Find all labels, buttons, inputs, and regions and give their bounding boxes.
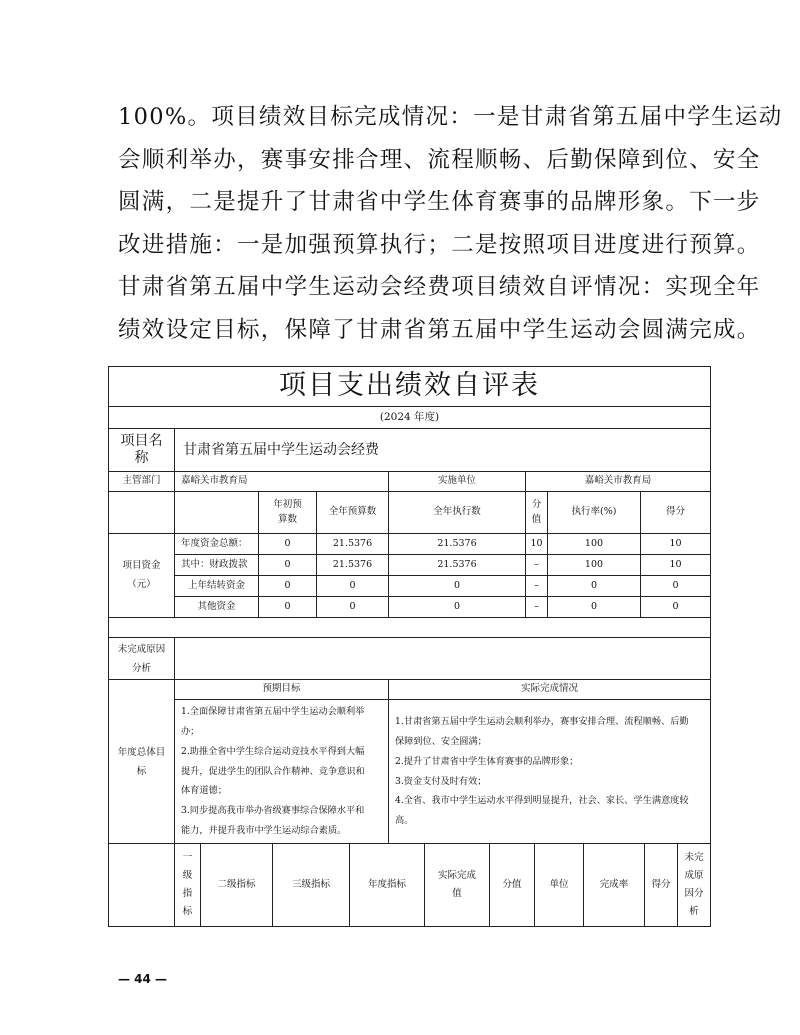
fund-cell: 0 <box>259 597 317 618</box>
project-name-value: 甘肃省第五届中学生运动会经费 <box>175 429 710 472</box>
fund-cell: 10 <box>641 534 710 555</box>
list-item: 1.全面保障甘肃省第五届中学生运动会顺利举 <box>181 706 365 718</box>
fund-cell: 21.5376 <box>317 534 389 555</box>
paragraph-line: 100%。项目绩效目标完成情况：一是甘肃省第五届中学生运动 <box>118 104 783 130</box>
list-item: 办； <box>181 726 200 738</box>
fund-cell: – <box>526 576 548 597</box>
annual-goal-label: 年度总体目标 <box>109 680 175 844</box>
col-indicator-score: 得分 <box>645 844 678 926</box>
impl-label: 实施单位 <box>389 472 526 492</box>
list-item: 提升，促进学生的团队合作精神、竞争意识和 <box>181 765 365 777</box>
fund-cell: 0 <box>389 597 526 618</box>
actual-result-list <box>389 700 710 844</box>
col-annual-indicator: 年度指标 <box>350 844 425 926</box>
fund-cell: 0 <box>317 576 389 597</box>
page-number: — 44 — <box>118 972 168 986</box>
performance-table <box>108 366 711 927</box>
col-exec-rate: 执行率(%) <box>548 492 641 534</box>
list-item: 3.同步提高我市举办省级赛事综合保障水平和 <box>181 805 365 817</box>
list-item: 高。 <box>395 815 414 827</box>
fund-cell: – <box>526 597 548 618</box>
list-item: 2.助推全省中学生综合运动竞技水平得到大幅 <box>181 745 365 757</box>
list-item: 4.全省、我市中学生运动水平得到明显提升，社会、家长、学生满意度较 <box>395 795 689 807</box>
list-item: 3.资金支付及时有效； <box>395 775 487 787</box>
dept-value: 嘉峪关市教育局 <box>175 472 389 492</box>
paragraph-line: 绩效设定目标，保障了甘肃省第五届中学生运动会圆满完成。 <box>118 316 761 343</box>
unfinished-reason-label: 未完成原因分析 <box>109 638 175 680</box>
impl-value: 嘉峪关市教育局 <box>526 472 710 492</box>
col-annual-budget: 全年预算数 <box>317 492 389 534</box>
fund-row-label: 其他资金 <box>175 597 259 618</box>
col-level3: 三级指标 <box>273 844 350 926</box>
paragraph-line: 会顺利举办，赛事安排合理、流程顺畅、后勤保障到位、安全 <box>118 146 761 173</box>
actual-result-header: 实际完成情况 <box>389 680 710 700</box>
body-paragraph <box>118 96 783 352</box>
fund-cell: 10 <box>641 555 710 576</box>
fund-cell: 100 <box>548 555 641 576</box>
fund-cell: 21.5376 <box>389 534 526 555</box>
project-name-label: 项目名称 <box>109 429 175 472</box>
fund-cell: 10 <box>526 534 548 555</box>
list-item: 体育道德； <box>181 785 227 797</box>
fund-cell: 0 <box>259 555 317 576</box>
fund-cell: 21.5376 <box>389 555 526 576</box>
list-item: 保障到位、安全圆满； <box>395 735 487 747</box>
dept-label: 主管部门 <box>109 472 175 492</box>
col-level1: 一级指标 <box>175 844 201 926</box>
fund-row-label: 年度资金总额： <box>175 534 259 555</box>
fund-header-blank <box>175 492 259 534</box>
col-level2: 二级指标 <box>201 844 273 926</box>
col-score-weight: 分值 <box>526 492 548 534</box>
col-score: 得分 <box>641 492 710 534</box>
table-title: 项目支出绩效自评表 <box>109 367 710 407</box>
col-reason: 未完成原因分析 <box>684 851 704 918</box>
list-item: 能力，并提升我市中学生运动综合素质。 <box>181 824 347 836</box>
fund-cell: 0 <box>548 576 641 597</box>
fund-cell: 0 <box>641 597 710 618</box>
col-weight: 分值 <box>490 844 535 926</box>
col-executed: 全年执行数 <box>389 492 526 534</box>
fund-cell: 100 <box>548 534 641 555</box>
indicator-blank <box>109 844 175 926</box>
expected-goal-list <box>175 700 389 844</box>
unfinished-reason-value <box>175 638 710 680</box>
fund-label: 项目资金（元） <box>109 534 175 618</box>
fund-cell: 0 <box>317 597 389 618</box>
fund-cell: 21.5376 <box>317 555 389 576</box>
col-unit: 单位 <box>535 844 584 926</box>
list-item: 1.甘肃省第五届中学生运动会顺利举办，赛事安排合理、流程顺畅、后勤 <box>395 716 689 728</box>
fund-cell: 0 <box>548 597 641 618</box>
expected-goal-header: 预期目标 <box>175 680 389 700</box>
paragraph-line: 甘肃省第五届中学生运动会经费项目绩效自评情况：实现全年 <box>118 274 761 301</box>
fund-row-label: 上年结转资金 <box>175 576 259 597</box>
fund-cell: – <box>526 555 548 576</box>
fund-header-blank <box>109 492 175 534</box>
paragraph-line: 改进措施：一是加强预算执行；二是按照项目进度进行预算。 <box>118 231 761 258</box>
table-year: (2024 年度) <box>109 407 710 429</box>
col-initial-budget: 年初预算数 <box>259 492 317 534</box>
col-completion-rate: 完成率 <box>584 844 645 926</box>
fund-cell: 0 <box>259 534 317 555</box>
fund-cell: 0 <box>641 576 710 597</box>
paragraph-line: 圆满，二是提升了甘肃省中学生体育赛事的品牌形象。下一步 <box>118 189 761 216</box>
spacer-row <box>109 618 710 638</box>
fund-row-label: 其中：财政拨款 <box>175 555 259 576</box>
fund-cell: 0 <box>259 576 317 597</box>
fund-cell: 0 <box>389 576 526 597</box>
col-actual-value: 实际完成值 <box>425 844 490 926</box>
list-item: 2.提升了甘肃省中学生体育赛事的品牌形象； <box>395 755 579 767</box>
